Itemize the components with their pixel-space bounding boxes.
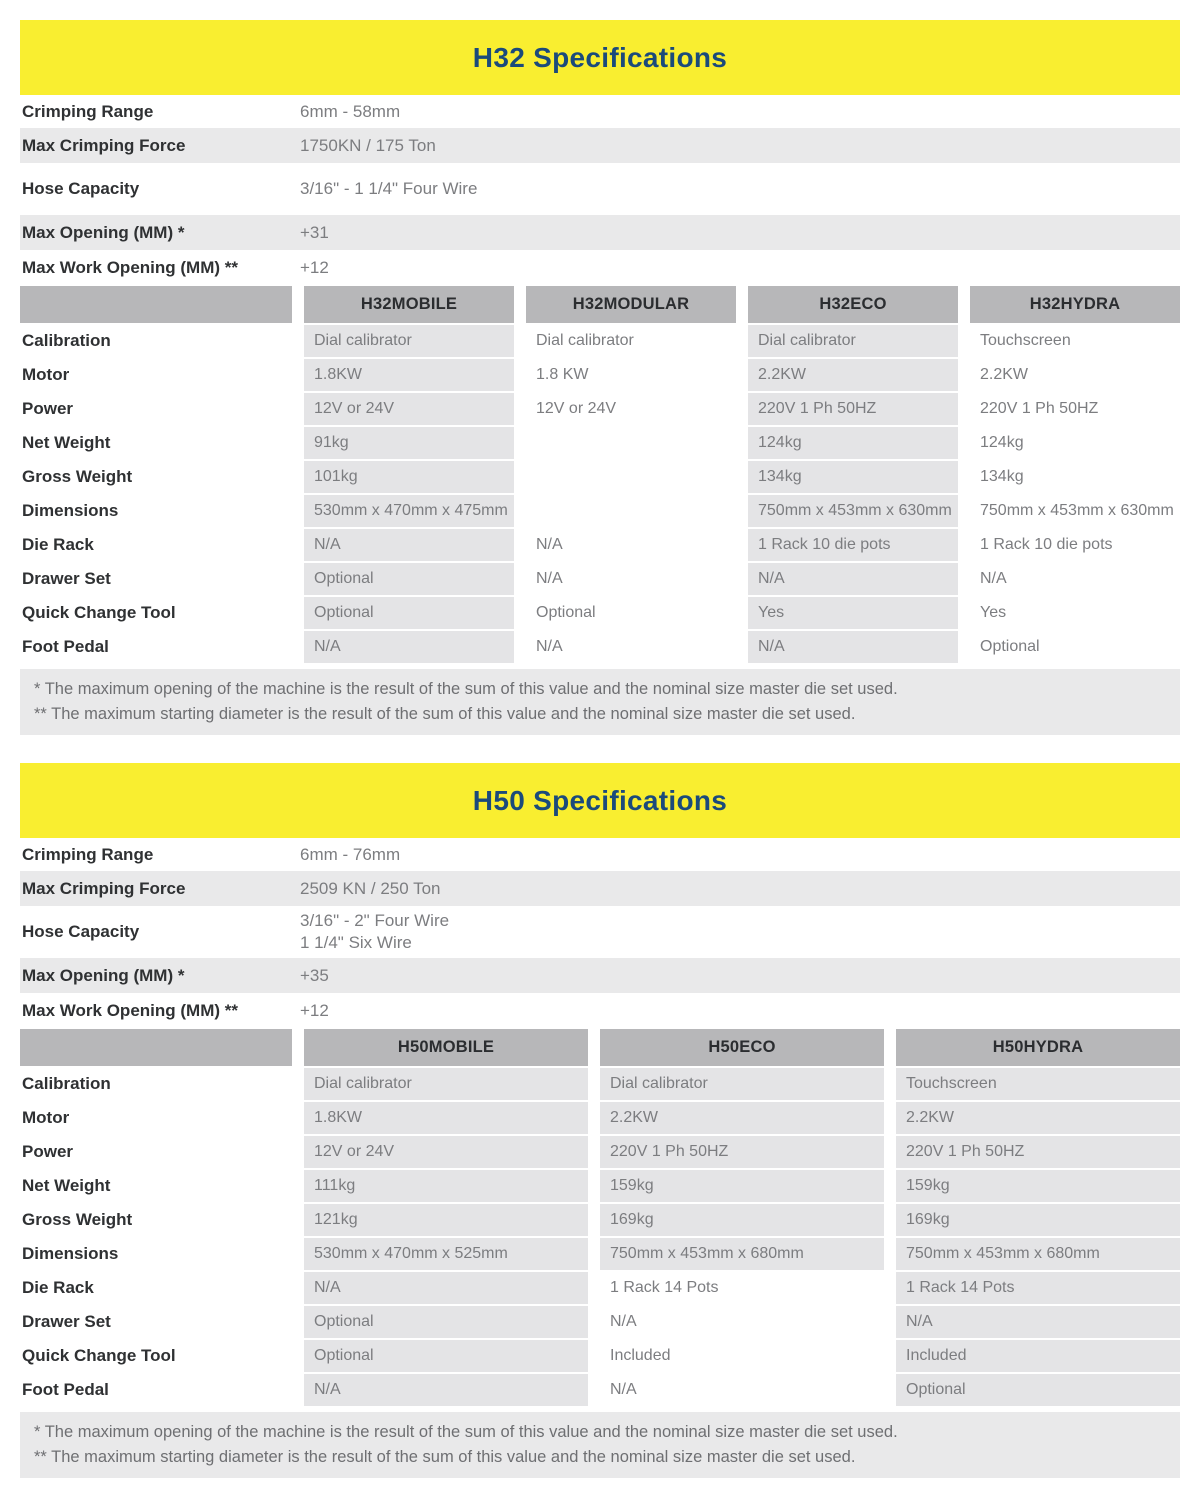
- value-cell: 159kg: [896, 1170, 1180, 1202]
- spec-label: Hose Capacity: [22, 179, 140, 198]
- spec-row: [20, 163, 1180, 215]
- value-cell: 2.2KW: [970, 359, 1180, 391]
- spec-value: 3/16" - 1 1/4" Four Wire: [300, 179, 478, 198]
- value-cell: 220V 1 Ph 50HZ: [896, 1136, 1180, 1168]
- footnote: * The maximum opening of the machine is the result of the sum of this value and the nominal size master die set used.: [34, 680, 898, 698]
- value-cell: 220V 1 Ph 50HZ: [970, 393, 1180, 425]
- spec-value: 2509 KN / 250 Ton: [300, 878, 441, 898]
- spec-row: [20, 95, 1180, 128]
- value-cell: [526, 461, 736, 493]
- table-corner-cell: [20, 286, 292, 323]
- value-cell: Yes: [970, 597, 1180, 629]
- row-label: Drawer Set: [20, 1306, 292, 1338]
- spec-label: Max Work Opening (MM) **: [22, 257, 238, 277]
- table-corner-cell: [20, 1029, 292, 1066]
- spec-row: [20, 215, 1180, 250]
- spec-value: 1750KN / 175 Ton: [300, 135, 436, 155]
- spec-label: Max Opening (MM) *: [22, 222, 185, 242]
- value-cell: 1 Rack 14 Pots: [896, 1272, 1180, 1304]
- model-header-h32mobile: H32MOBILE: [304, 286, 514, 323]
- value-cell: Optional: [304, 563, 514, 595]
- value-cell: 2.2KW: [748, 359, 958, 391]
- value-cell: Optional: [970, 631, 1180, 663]
- value-cell: 169kg: [600, 1204, 884, 1236]
- value-cell: Dial calibrator: [600, 1068, 884, 1100]
- spec-label: Max Work Opening (MM) **: [22, 1000, 238, 1020]
- spec-label: Crimping Range: [22, 844, 154, 864]
- value-cell: N/A: [896, 1306, 1180, 1338]
- value-cell: N/A: [304, 1374, 588, 1406]
- value-cell: N/A: [600, 1306, 884, 1338]
- row-label: Quick Change Tool: [20, 1340, 292, 1372]
- model-header-h50mobile: H50MOBILE: [304, 1029, 588, 1066]
- value-cell: 750mm x 453mm x 630mm: [970, 495, 1180, 527]
- spec-label: Crimping Range: [22, 101, 154, 121]
- section-title: H32 Specifications: [472, 41, 728, 73]
- value-cell: [526, 495, 736, 527]
- value-cell: N/A: [526, 631, 736, 663]
- h50-section: [20, 763, 1180, 1478]
- value-cell: 1 Rack 10 die pots: [748, 529, 958, 561]
- value-cell: 1.8 KW: [526, 359, 736, 391]
- value-cell: 1 Rack 10 die pots: [970, 529, 1180, 561]
- spec-row: [20, 250, 1180, 285]
- row-label: Foot Pedal: [20, 631, 292, 663]
- value-cell: 1.8KW: [304, 1102, 588, 1134]
- footnotes: [20, 1412, 1180, 1478]
- value-cell: 12V or 24V: [526, 393, 736, 425]
- value-cell: Optional: [304, 1340, 588, 1372]
- value-cell: Dial calibrator: [304, 1068, 588, 1100]
- row-label: Net Weight: [20, 427, 292, 459]
- row-label: Foot Pedal: [20, 1374, 292, 1406]
- value-cell: 91kg: [304, 427, 514, 459]
- value-cell: 124kg: [970, 427, 1180, 459]
- value-cell: 111kg: [304, 1170, 588, 1202]
- value-cell: N/A: [600, 1374, 884, 1406]
- general-specs: [20, 95, 1180, 285]
- spec-label: Hose Capacity: [22, 922, 140, 941]
- value-cell: N/A: [748, 563, 958, 595]
- spec-row: [20, 871, 1180, 906]
- row-label: Gross Weight: [20, 461, 292, 493]
- value-cell: 2.2KW: [600, 1102, 884, 1134]
- value-cell: 530mm x 470mm x 525mm: [304, 1238, 588, 1270]
- row-label: Calibration: [20, 1068, 292, 1100]
- spec-value: 6mm - 76mm: [300, 844, 401, 864]
- value-cell: N/A: [526, 563, 736, 595]
- value-cell: 169kg: [896, 1204, 1180, 1236]
- value-cell: 124kg: [748, 427, 958, 459]
- value-cell: N/A: [304, 529, 514, 561]
- row-label: Dimensions: [20, 1238, 292, 1270]
- value-cell: N/A: [304, 631, 514, 663]
- model-header-h50eco: H50ECO: [600, 1029, 884, 1066]
- footnote: ** The maximum starting diameter is the result of the sum of this value and the nominal size master die set used.: [34, 1448, 856, 1466]
- spec-value: 3/16" - 2" Four Wire 1 1/4" Six Wire: [300, 911, 450, 952]
- value-cell: N/A: [304, 1272, 588, 1304]
- model-header-h32hydra: H32HYDRA: [970, 286, 1180, 323]
- spec-row: [20, 838, 1180, 871]
- row-label: Motor: [20, 1102, 292, 1134]
- spec-value: 6mm - 58mm: [300, 101, 401, 121]
- row-label: Motor: [20, 359, 292, 391]
- spec-value: +35: [300, 965, 329, 985]
- value-cell: Yes: [748, 597, 958, 629]
- h32-banner: [20, 20, 1180, 95]
- spec-row: [20, 906, 1180, 958]
- model-header-h50hydra: H50HYDRA: [896, 1029, 1180, 1066]
- footnotes: [20, 669, 1180, 735]
- spec-value: +12: [300, 257, 329, 277]
- value-cell: Optional: [304, 1306, 588, 1338]
- row-label: Die Rack: [20, 529, 292, 561]
- model-header-h32eco: H32ECO: [748, 286, 958, 323]
- spec-row: [20, 993, 1180, 1028]
- value-cell: Included: [600, 1340, 884, 1372]
- h50-model-table: [20, 1029, 1180, 1406]
- value-cell: [526, 427, 736, 459]
- spec-label: Max Opening (MM) *: [22, 965, 185, 985]
- row-label: Quick Change Tool: [20, 597, 292, 629]
- value-cell: Dial calibrator: [526, 325, 736, 357]
- spec-value: +12: [300, 1000, 329, 1020]
- value-cell: 12V or 24V: [304, 1136, 588, 1168]
- value-cell: 2.2KW: [896, 1102, 1180, 1134]
- row-label: Drawer Set: [20, 563, 292, 595]
- spec-label: Max Crimping Force: [22, 878, 186, 898]
- row-label: Dimensions: [20, 495, 292, 527]
- value-cell: Dial calibrator: [748, 325, 958, 357]
- model-header-h32modular: H32MODULAR: [526, 286, 736, 323]
- row-label: Die Rack: [20, 1272, 292, 1304]
- spec-label: Max Crimping Force: [22, 135, 186, 155]
- value-cell: 134kg: [748, 461, 958, 493]
- value-cell: 220V 1 Ph 50HZ: [600, 1136, 884, 1168]
- h50-banner: [20, 763, 1180, 838]
- value-cell: N/A: [748, 631, 958, 663]
- value-cell: 1.8KW: [304, 359, 514, 391]
- value-cell: Dial calibrator: [304, 325, 514, 357]
- value-cell: 750mm x 453mm x 680mm: [896, 1238, 1180, 1270]
- row-label: Power: [20, 393, 292, 425]
- value-cell: N/A: [970, 563, 1180, 595]
- row-label: Net Weight: [20, 1170, 292, 1202]
- h32-section: [20, 20, 1180, 735]
- spec-value: +31: [300, 222, 329, 242]
- row-label: Gross Weight: [20, 1204, 292, 1236]
- value-cell: 101kg: [304, 461, 514, 493]
- value-cell: Touchscreen: [970, 325, 1180, 357]
- value-cell: Included: [896, 1340, 1180, 1372]
- value-cell: 750mm x 453mm x 680mm: [600, 1238, 884, 1270]
- value-cell: 1 Rack 14 Pots: [600, 1272, 884, 1304]
- value-cell: 159kg: [600, 1170, 884, 1202]
- footnote: * The maximum opening of the machine is the result of the sum of this value and the nominal size master die set used.: [34, 1423, 898, 1441]
- row-label: Calibration: [20, 325, 292, 357]
- row-label: Power: [20, 1136, 292, 1168]
- h32-model-table: [20, 286, 1180, 663]
- value-cell: 121kg: [304, 1204, 588, 1236]
- value-cell: Touchscreen: [896, 1068, 1180, 1100]
- value-cell: Optional: [526, 597, 736, 629]
- general-specs: [20, 838, 1180, 1028]
- value-cell: 530mm x 470mm x 475mm: [304, 495, 514, 527]
- spec-row: [20, 128, 1180, 163]
- section-title: H50 Specifications: [472, 784, 728, 816]
- value-cell: 220V 1 Ph 50HZ: [748, 393, 958, 425]
- footnote: ** The maximum starting diameter is the result of the sum of this value and the nominal size master die set used.: [34, 705, 856, 723]
- spec-row: [20, 958, 1180, 993]
- value-cell: N/A: [526, 529, 736, 561]
- value-cell: 12V or 24V: [304, 393, 514, 425]
- value-cell: Optional: [304, 597, 514, 629]
- value-cell: 134kg: [970, 461, 1180, 493]
- value-cell: 750mm x 453mm x 630mm: [748, 495, 958, 527]
- value-cell: Optional: [896, 1374, 1180, 1406]
